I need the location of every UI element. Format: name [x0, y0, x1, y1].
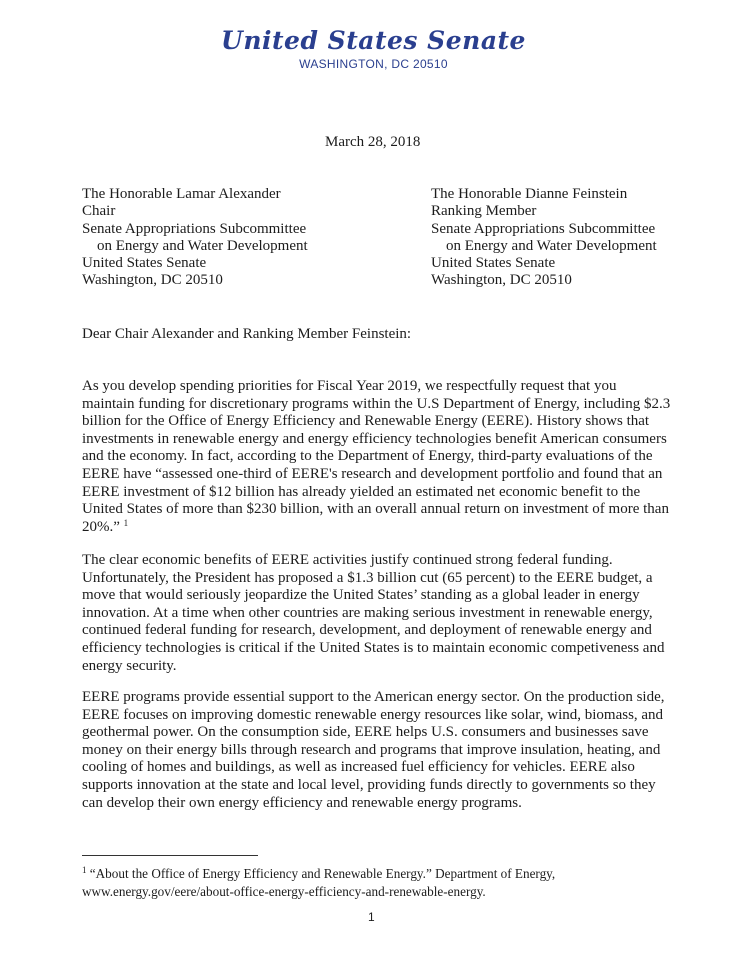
recipient-city: Washington, DC 20510	[82, 272, 223, 289]
recipient-title: Chair	[82, 203, 116, 220]
recipient-body: United States Senate	[82, 255, 207, 272]
body-paragraph-1	[82, 378, 672, 536]
body-paragraph-3: EERE programs provide essential support to the American energy sector. On the production side, EERE focuses on improving domestic renewable energy resources like solar, wind, biomass, and geothermal power. On the consumption side, EERE helps U.S. consumers and businesses save money on their energy bills through research and programs that improve insulation, heating, and cooling of homes and buildings, as well as increased fuel efficiency for vehicles. EERE also supports innovation at the state and local level, providing funds directly to governments so they can develop their own energy efficiency and renewable energy programs.	[82, 689, 665, 811]
recipient-name: The Honorable Dianne Feinstein	[431, 186, 628, 202]
paragraph-text: As you develop spending priorities for Fiscal Year 2019, we respectfully request that you maintain funding for discretionary programs within the U.S Department of Energy, including $2.3 billion for the Office of Energy Efficiency and Renewable Energy (EERE). History shows that investments in renewable energy and energy efficiency technologies benefit American consumers and the economy. In fact, according to the Department of Energy, third-party evaluations of the EERE have “assessed one-third of EERE's research and development portfolio and found that an EERE investment of $12 billion has already yielded an estimated net economic benefit to the United States of more than $230 billion, with an overall annual return on investment of more than 20%.”	[82, 378, 671, 535]
letterhead-address: WASHINGTON, DC 20510	[299, 57, 448, 71]
salutation: Dear Chair Alexander and Ranking Member Feinstein:	[82, 326, 412, 342]
footnote-text: “About the Office of Energy Efficiency and Renewable Energy.” Department of Energy, www.energy.gov/eere/about-office-energy-efficiency-and-renewable-energy.	[82, 866, 556, 899]
recipient-address-left	[82, 186, 308, 290]
footnote	[82, 865, 672, 900]
footnote-reference: 1	[123, 517, 129, 528]
page-number: 1	[368, 910, 375, 924]
recipient-committee: Senate Appropriations Subcommittee	[431, 220, 656, 237]
recipient-body: United States Senate	[431, 255, 556, 272]
body-paragraph-2: The clear economic benefits of EERE activities justify continued strong federal funding. Unfortunately, the President has proposed a $1.3 billion cut (65 percent) to the EERE budget, a move that would seriously jeopardize the United States’ standing as a global leader in energy innovation. At a time when other countries are making serious investment in renewable energy, continued federal funding for research, development, and deployment of renewable energy and efficiency technologies is critical if the United States is to maintain economic competiveness and energy security.	[82, 552, 665, 674]
recipient-committee-cont: on Energy and Water Development	[446, 237, 657, 254]
letter-date: March 28, 2018	[325, 134, 421, 150]
recipient-address-right	[431, 186, 657, 290]
recipient-committee-cont: on Energy and Water Development	[97, 237, 308, 254]
footnote-divider	[82, 855, 258, 856]
letterhead	[0, 26, 747, 71]
letterhead-title: United States Senate	[221, 26, 526, 55]
recipient-committee: Senate Appropriations Subcommittee	[82, 220, 307, 237]
recipient-name: The Honorable Lamar Alexander	[82, 186, 281, 202]
recipient-city: Washington, DC 20510	[431, 272, 572, 289]
footnote-mark: 1	[82, 865, 87, 875]
recipient-title: Ranking Member	[431, 203, 537, 220]
